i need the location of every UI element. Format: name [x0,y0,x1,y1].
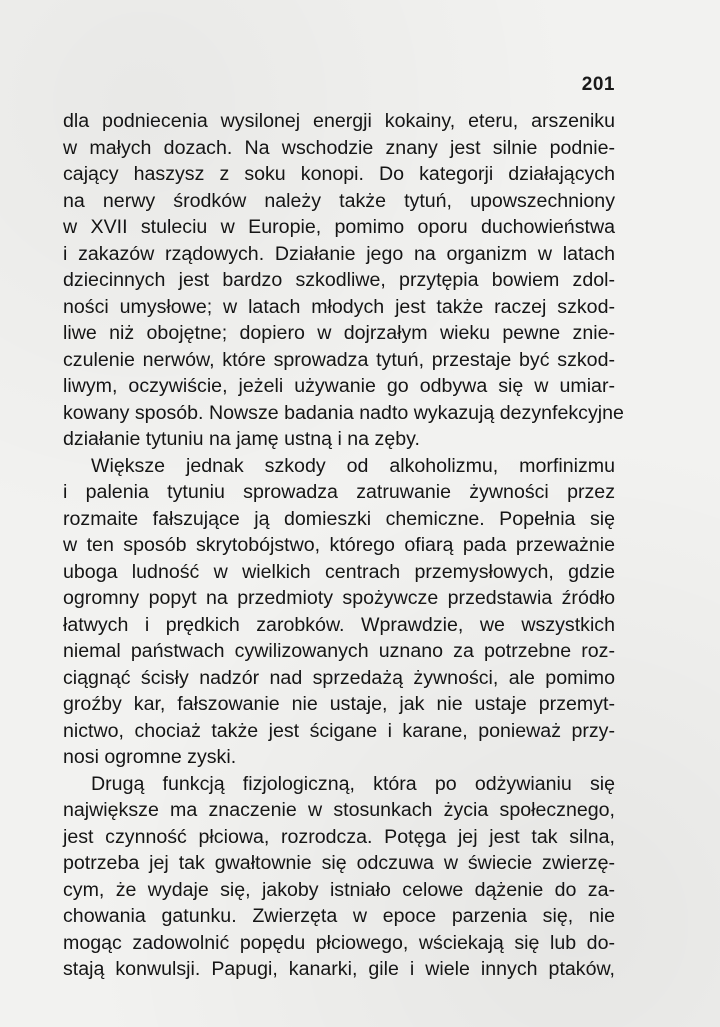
text-line: dziecinnych jest bardzo szkodliwe, przytępia bowiem zdol- [63,269,615,291]
text-line: mogąc zadowolnić popędu płciowego, wściekają się lub do- [63,931,615,954]
text-line: stają konwulsji. Papugi, kanarki, gile i wiele innych ptaków, [63,958,615,980]
text-line: rozmaite fałszujące ją domieszki chemiczne. Popełnia się [63,507,615,530]
text-line: cający haszysz z soku konopi. Do kategorji działających [63,163,615,185]
text-line: kowany sposób. Nowsze badania nadto wykazują dezynfekcyjne [63,401,624,424]
text-line: na nerwy środków należy także tytuń, upowszechniony [63,189,615,212]
text-line: w XVII stuleciu w Europie, pomimo oporu duchowieństwa [63,216,615,238]
text-line: w małych dozach. Na wschodzie znany jest silnie podnie- [63,136,615,159]
body-text [63,108,624,983]
text-line: największe ma znaczenie w stosunkach życia społecznego, [63,799,615,821]
text-line: Drugą funkcją fizjologiczną, która po odżywianiu się [91,772,615,795]
text-line: czulenie nerwów, które sprowadza tytuń, przestaje być szkod- [63,348,615,371]
text-line: potrzeba jej tak gwałtownie się odczuwa w świecie zwierzę- [63,852,615,874]
text-line: nictwo, chociaż także jest ścigane i karane, ponieważ przy- [63,719,615,742]
text-line: niemal państwach cywilizowanych uznano za potrzebne roz- [63,640,615,662]
paragraph-2 [63,453,615,771]
text-line: Większe jednak szkody od alkoholizmu, morfinizmu [91,454,615,477]
text-line: i palenia tytuniu sprowadza zatruwanie żywności przez [63,481,615,503]
text-line: chowania gatunku. Zwierzęta w epoce parzenia się, nie [63,905,615,927]
text-line: ciągnąć ścisły nadzór nad sprzedażą żywności, ale pomimo [63,666,615,689]
text-line: i zakazów rządowych. Działanie jego na organizm w latach [63,242,615,265]
text-line: ogromny popyt na przedmioty spożywcze przedstawia źródło [63,587,615,609]
page-number: 201 [581,74,615,95]
text-line: cym, że wydaje się, jakoby istniało celowe dążenie do za- [63,878,615,901]
text-line: ności umysłowe; w latach młodych jest także raczej szkod- [63,295,615,318]
text-line: nosi ogromne zyski. [63,746,237,768]
paragraph-1 [63,108,624,453]
text-line: w ten sposób skrytobójstwo, którego ofiarą pada przeważnie [63,534,615,556]
text-line: działanie tytuniu na jamę ustną i na zęby. [63,428,420,450]
paragraph-3 [63,771,615,983]
text-line: jest czynność płciowa, rozrodcza. Potęga jej jest tak silna, [63,825,615,848]
text-line: dla podniecenia wysilonej energji kokainy, eteru, arszeniku [63,110,615,132]
text-line: łatwych i prędkich zarobków. Wprawdzie, we wszystkich [63,613,615,636]
text-line: liwym, oczywiście, jeżeli używanie go odbywa się w umiar- [63,375,615,397]
text-line: liwe niż obojętne; dopiero w dojrzałym wieku pewne znie- [63,322,615,344]
text-line: uboga ludność w wielkich centrach przemysłowych, gdzie [63,560,615,583]
text-line: groźby kar, fałszowanie nie ustaje, jak nie ustaje przemyt- [63,693,615,715]
